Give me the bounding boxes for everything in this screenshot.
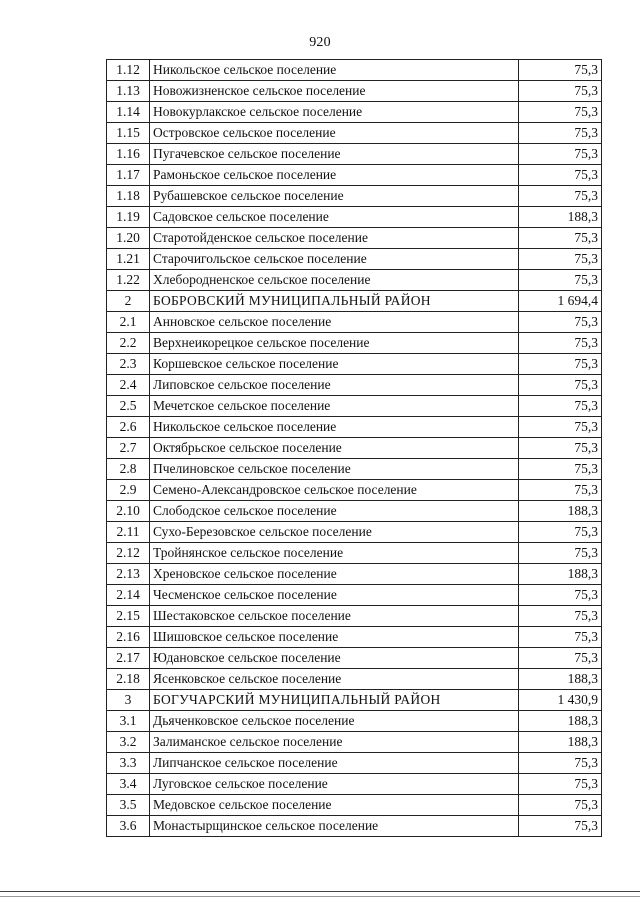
table-row [107, 396, 602, 417]
row-value: 75,3 [519, 396, 602, 417]
settlement-name: Сухо-Березовское сельское поселение [150, 522, 519, 543]
row-value: 75,3 [519, 333, 602, 354]
table-row [107, 144, 602, 165]
row-value: 75,3 [519, 795, 602, 816]
row-value: 75,3 [519, 123, 602, 144]
settlement-name: Медовское сельское поселение [150, 795, 519, 816]
settlement-name: Рамоньское сельское поселение [150, 165, 519, 186]
settlement-name: Залиманское сельское поселение [150, 732, 519, 753]
settlement-name: Старотойденское сельское поселение [150, 228, 519, 249]
row-value: 75,3 [519, 270, 602, 291]
table-row [107, 543, 602, 564]
row-value: 75,3 [519, 816, 602, 837]
row-number: 2.14 [107, 585, 150, 606]
settlement-name: Дьяченковское сельское поселение [150, 711, 519, 732]
row-value: 75,3 [519, 228, 602, 249]
table-row [107, 606, 602, 627]
table-row [107, 102, 602, 123]
row-value: 75,3 [519, 354, 602, 375]
settlement-name: Луговское сельское поселение [150, 774, 519, 795]
row-value: 75,3 [519, 102, 602, 123]
row-value: 188,3 [519, 501, 602, 522]
settlement-name: Садовское сельское поселение [150, 207, 519, 228]
row-number: 2.4 [107, 375, 150, 396]
table-row [107, 417, 602, 438]
allocation-table [106, 59, 602, 837]
table-row [107, 648, 602, 669]
row-value: 75,3 [519, 480, 602, 501]
row-value: 75,3 [519, 585, 602, 606]
row-number: 2.2 [107, 333, 150, 354]
table-row [107, 354, 602, 375]
table-row [107, 123, 602, 144]
row-number: 1.21 [107, 249, 150, 270]
settlement-name: Новожизненское сельское поселение [150, 81, 519, 102]
row-value: 75,3 [519, 522, 602, 543]
table-row [107, 585, 602, 606]
bottom-rule-secondary [0, 896, 640, 897]
table-row [107, 669, 602, 690]
bottom-rule [0, 891, 640, 892]
row-number: 2.13 [107, 564, 150, 585]
row-value: 75,3 [519, 648, 602, 669]
row-value: 75,3 [519, 459, 602, 480]
table-row [107, 816, 602, 837]
district-name: БОБРОВСКИЙ МУНИЦИПАЛЬНЫЙ РАЙОН [150, 291, 519, 312]
row-number: 2.7 [107, 438, 150, 459]
row-number: 1.14 [107, 102, 150, 123]
row-number: 2 [107, 291, 150, 312]
settlement-name: Пугачевское сельское поселение [150, 144, 519, 165]
district-name: БОГУЧАРСКИЙ МУНИЦИПАЛЬНЫЙ РАЙОН [150, 690, 519, 711]
table-body [107, 60, 602, 837]
table-row [107, 312, 602, 333]
settlement-name: Липовское сельское поселение [150, 375, 519, 396]
table-row [107, 207, 602, 228]
settlement-name: Тройнянское сельское поселение [150, 543, 519, 564]
row-value: 75,3 [519, 144, 602, 165]
settlement-name: Чесменское сельское поселение [150, 585, 519, 606]
row-number: 1.16 [107, 144, 150, 165]
row-value: 75,3 [519, 165, 602, 186]
district-row [107, 690, 602, 711]
row-value: 75,3 [519, 627, 602, 648]
table-row [107, 249, 602, 270]
row-number: 1.20 [107, 228, 150, 249]
settlement-name: Монастырщинское сельское поселение [150, 816, 519, 837]
table-row [107, 711, 602, 732]
row-value: 75,3 [519, 543, 602, 564]
row-number: 1.15 [107, 123, 150, 144]
settlement-name: Октябрьское сельское поселение [150, 438, 519, 459]
row-value: 75,3 [519, 249, 602, 270]
table-row [107, 753, 602, 774]
row-number: 3.6 [107, 816, 150, 837]
row-number: 2.17 [107, 648, 150, 669]
row-number: 2.6 [107, 417, 150, 438]
settlement-name: Хреновское сельское поселение [150, 564, 519, 585]
row-number: 1.18 [107, 186, 150, 207]
row-value: 188,3 [519, 207, 602, 228]
row-value: 188,3 [519, 732, 602, 753]
table-row [107, 795, 602, 816]
row-number: 2.9 [107, 480, 150, 501]
row-value: 75,3 [519, 438, 602, 459]
table-row [107, 438, 602, 459]
row-value: 75,3 [519, 81, 602, 102]
row-number: 3.3 [107, 753, 150, 774]
settlement-name: Шишовское сельское поселение [150, 627, 519, 648]
row-number: 1.13 [107, 81, 150, 102]
settlement-name: Липчанское сельское поселение [150, 753, 519, 774]
settlement-name: Никольское сельское поселение [150, 417, 519, 438]
row-value: 75,3 [519, 312, 602, 333]
row-number: 3 [107, 690, 150, 711]
table-row [107, 165, 602, 186]
row-value: 75,3 [519, 375, 602, 396]
row-number: 1.22 [107, 270, 150, 291]
row-number: 2.15 [107, 606, 150, 627]
settlement-name: Ясенковское сельское поселение [150, 669, 519, 690]
row-number: 3.4 [107, 774, 150, 795]
settlement-name: Коршевское сельское поселение [150, 354, 519, 375]
district-row [107, 291, 602, 312]
table-row [107, 60, 602, 81]
settlement-name: Хлебородненское сельское поселение [150, 270, 519, 291]
row-number: 2.3 [107, 354, 150, 375]
settlement-name: Анновское сельское поселение [150, 312, 519, 333]
settlement-name: Юдановское сельское поселение [150, 648, 519, 669]
row-value: 75,3 [519, 417, 602, 438]
settlement-name: Пчелиновское сельское поселение [150, 459, 519, 480]
settlement-name: Старочигольское сельское поселение [150, 249, 519, 270]
row-number: 2.1 [107, 312, 150, 333]
row-value: 75,3 [519, 60, 602, 81]
row-number: 3.2 [107, 732, 150, 753]
row-number: 1.17 [107, 165, 150, 186]
table-row [107, 375, 602, 396]
page-number: 920 [309, 35, 331, 50]
settlement-name: Новокурлакское сельское поселение [150, 102, 519, 123]
row-value: 188,3 [519, 669, 602, 690]
settlement-name: Мечетское сельское поселение [150, 396, 519, 417]
table-row [107, 186, 602, 207]
row-value: 75,3 [519, 606, 602, 627]
row-number: 1.12 [107, 60, 150, 81]
table-row [107, 564, 602, 585]
row-value: 188,3 [519, 711, 602, 732]
row-number: 3.1 [107, 711, 150, 732]
row-number: 2.12 [107, 543, 150, 564]
table-row [107, 732, 602, 753]
row-number: 2.18 [107, 669, 150, 690]
settlement-name: Слободское сельское поселение [150, 501, 519, 522]
table-row [107, 774, 602, 795]
row-value: 1 694,4 [519, 291, 602, 312]
table-row [107, 627, 602, 648]
settlement-name: Рубашевское сельское поселение [150, 186, 519, 207]
settlement-name: Шестаковское сельское поселение [150, 606, 519, 627]
row-number: 2.8 [107, 459, 150, 480]
row-number: 2.11 [107, 522, 150, 543]
settlement-name: Семено-Александровское сельское поселение [150, 480, 519, 501]
row-value: 1 430,9 [519, 690, 602, 711]
table-row [107, 480, 602, 501]
table-row [107, 522, 602, 543]
settlement-name: Островское сельское поселение [150, 123, 519, 144]
row-number: 2.5 [107, 396, 150, 417]
settlement-name: Верхнеикорецкое сельское поселение [150, 333, 519, 354]
row-number: 1.19 [107, 207, 150, 228]
table-row [107, 228, 602, 249]
table-row [107, 459, 602, 480]
row-value: 75,3 [519, 753, 602, 774]
row-value: 75,3 [519, 774, 602, 795]
row-number: 2.10 [107, 501, 150, 522]
settlement-name: Никольское сельское поселение [150, 60, 519, 81]
table-row [107, 501, 602, 522]
row-value: 188,3 [519, 564, 602, 585]
row-number: 2.16 [107, 627, 150, 648]
table-row [107, 81, 602, 102]
table-row [107, 270, 602, 291]
row-number: 3.5 [107, 795, 150, 816]
table-row [107, 333, 602, 354]
row-value: 75,3 [519, 186, 602, 207]
